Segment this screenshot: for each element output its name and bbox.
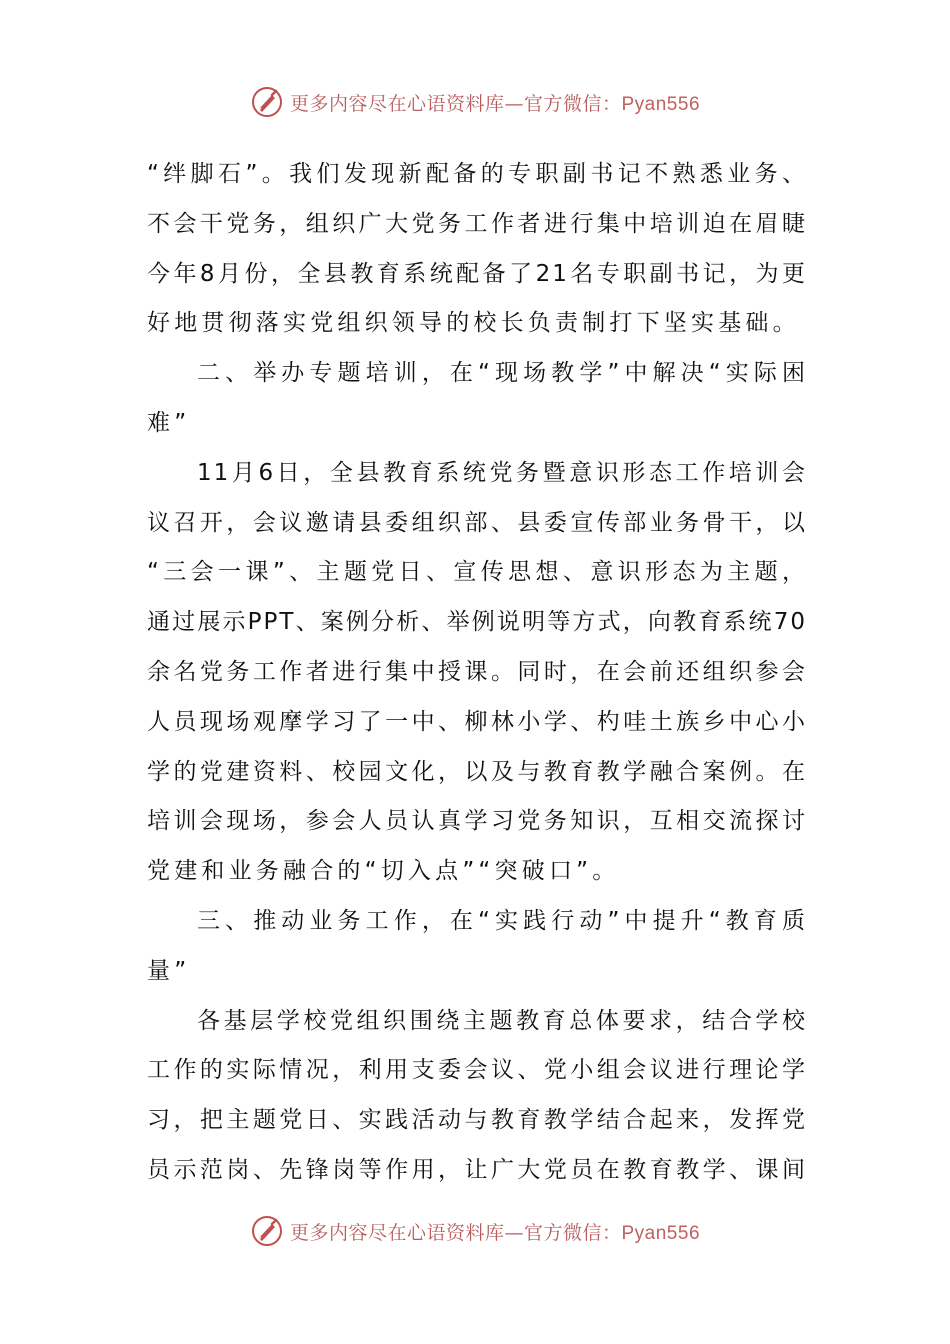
text-line: 培训会现场，参会人员认真学习党务知识，互相交流探讨 bbox=[147, 808, 807, 835]
footer-watermark bbox=[0, 1211, 950, 1251]
text-line: 不会干党务，组织广大党务工作者进行集中培训迫在眉睫 bbox=[147, 210, 807, 237]
watermark-id: Pyan556 bbox=[621, 93, 701, 115]
text-line: 好地贯彻落实党组织领导的校长负责制打下坚实基础。 bbox=[147, 310, 800, 337]
pen-seal-icon bbox=[250, 1214, 284, 1248]
text-line: 11月6日，全县教育系统党务暨意识形态工作培训会 bbox=[197, 459, 807, 486]
section-heading: 三、推动业务工作，在“实践行动”中提升“教育质 bbox=[197, 907, 807, 934]
text-line: 议召开，会议邀请县委组织部、县委宣传部业务骨干，以 bbox=[147, 509, 807, 536]
text-line: 党建和业务融合的“切入点”“突破口”。 bbox=[147, 858, 620, 885]
section-heading: 二、举办专题培训，在“现场教学”中解决“实际困 bbox=[197, 360, 807, 387]
document-body bbox=[147, 150, 807, 1196]
text-line: 今年8月份，全县教育系统配备了21名专职副书记，为更 bbox=[147, 260, 807, 287]
watermark-text: 更多内容尽在心语资料库—官方微信： bbox=[289, 1221, 622, 1244]
text-line: 习，把主题党日、实践活动与教育教学结合起来，发挥党 bbox=[147, 1107, 807, 1134]
watermark-text: 更多内容尽在心语资料库—官方微信： bbox=[289, 92, 622, 115]
text-line: “三会一课”、主题党日、宣传思想、意识形态为主题， bbox=[147, 559, 807, 586]
text-line: 工作的实际情况，利用支委会议、党小组会议进行理论学 bbox=[147, 1057, 807, 1084]
header-watermark bbox=[0, 82, 950, 122]
section-heading: 难” bbox=[147, 409, 191, 436]
text-line: 通过展示PPT、案例分析、举例说明等方式，向教育系统70 bbox=[147, 609, 807, 636]
pen-seal-icon bbox=[250, 85, 284, 119]
text-line: 人员现场观摩学习了一中、柳林小学、杓哇土族乡中心小 bbox=[147, 708, 807, 735]
text-line: “绊脚石”。我们发现新配备的专职副书记不熟悉业务、 bbox=[147, 161, 807, 187]
text-line: 各基层学校党组织围绕主题教育总体要求，结合学校 bbox=[197, 1007, 807, 1034]
text-line: 余名党务工作者进行集中授课。同时，在会前还组织参会 bbox=[147, 658, 807, 685]
watermark-id: Pyan556 bbox=[621, 1222, 701, 1244]
text-line: 员示范岗、先锋岗等作用，让广大党员在教育教学、课间 bbox=[147, 1156, 807, 1183]
text-line: 学的党建资料、校园文化，以及与教育教学融合案例。在 bbox=[147, 758, 807, 785]
section-heading: 量” bbox=[147, 957, 191, 984]
